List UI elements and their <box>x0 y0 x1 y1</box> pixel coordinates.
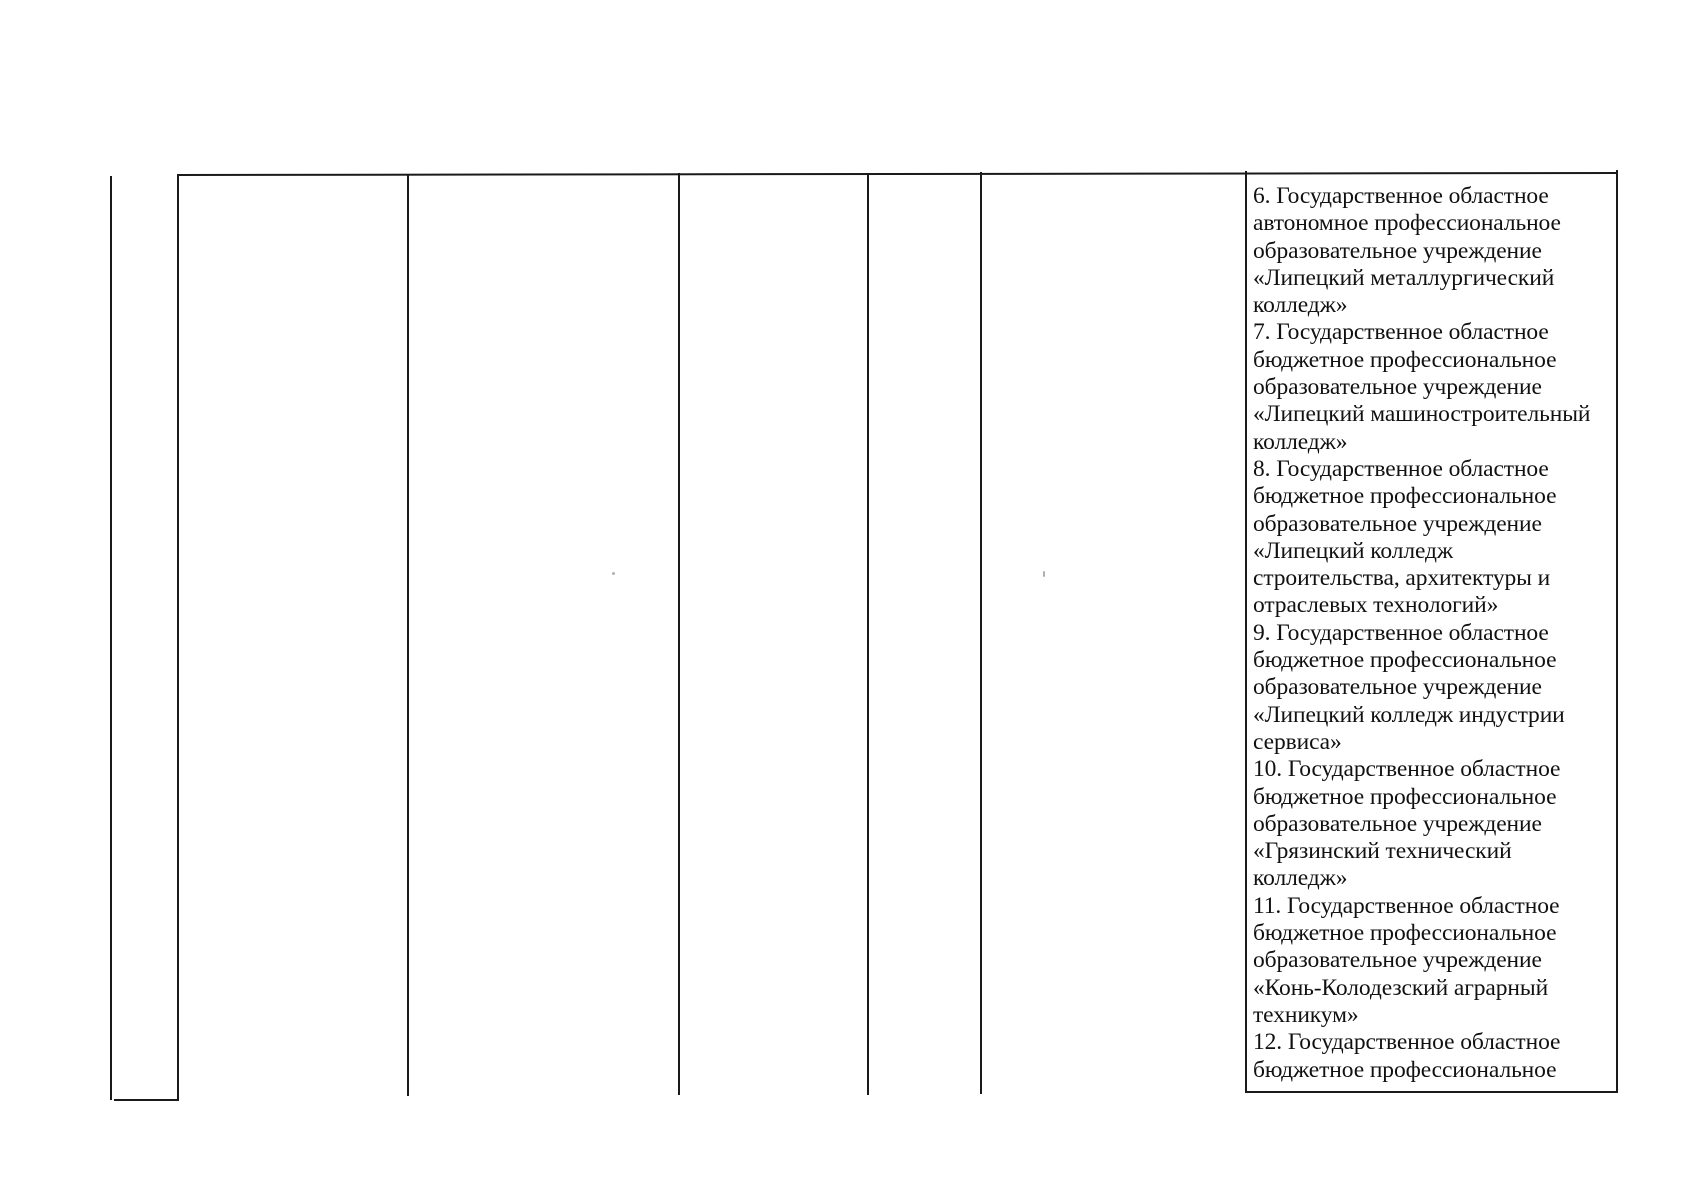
list-item: 7. Государственное областное бюджетное профессиональное образовательное учреждение «Липецкий машиностроительный колледж» <box>1253 319 1591 455</box>
table-rule-bottom-right <box>1245 1091 1618 1093</box>
list-item: 11. Государственное областное бюджетное профессиональное образовательное учреждение «Конь-Колодезский аграрный техникум» <box>1253 892 1560 1028</box>
table-rule-col-3 <box>678 173 680 1095</box>
last-column-cell <box>1253 183 1613 1083</box>
table-rule-col-0 <box>110 176 112 1100</box>
table-rule-col-7 <box>1616 170 1618 1092</box>
table-rule-bottom-left <box>114 1099 179 1101</box>
list-item: 12. Государственное областное бюджетное профессиональное <box>1253 1029 1561 1083</box>
table-rule-col-5 <box>980 172 982 1094</box>
table-rule-col-4 <box>867 173 869 1095</box>
scan-speck <box>1043 571 1045 577</box>
list-item: 9. Государственное областное бюджетное профессиональное образовательное учреждение «Липецкий колледж индустрии сервиса» <box>1253 619 1565 755</box>
list-item: 8. Государственное областное бюджетное профессиональное образовательное учреждение «Липецкий колледж строительства, архитектуры и отраслевых технологий» <box>1253 455 1557 619</box>
scan-speck <box>612 572 615 575</box>
list-item: 10. Государственное областное бюджетное профессиональное образовательное учреждение «Грязинский технический колледж» <box>1253 756 1561 892</box>
table-rule-top <box>177 172 1618 176</box>
list-item: 6. Государственное областное автономное профессиональное образовательное учреждение «Липецкий металлургический колледж» <box>1253 183 1561 319</box>
table-rule-col-1 <box>177 176 179 1100</box>
table-rule-col-2 <box>407 174 409 1096</box>
table-rule-col-6 <box>1245 171 1247 1093</box>
